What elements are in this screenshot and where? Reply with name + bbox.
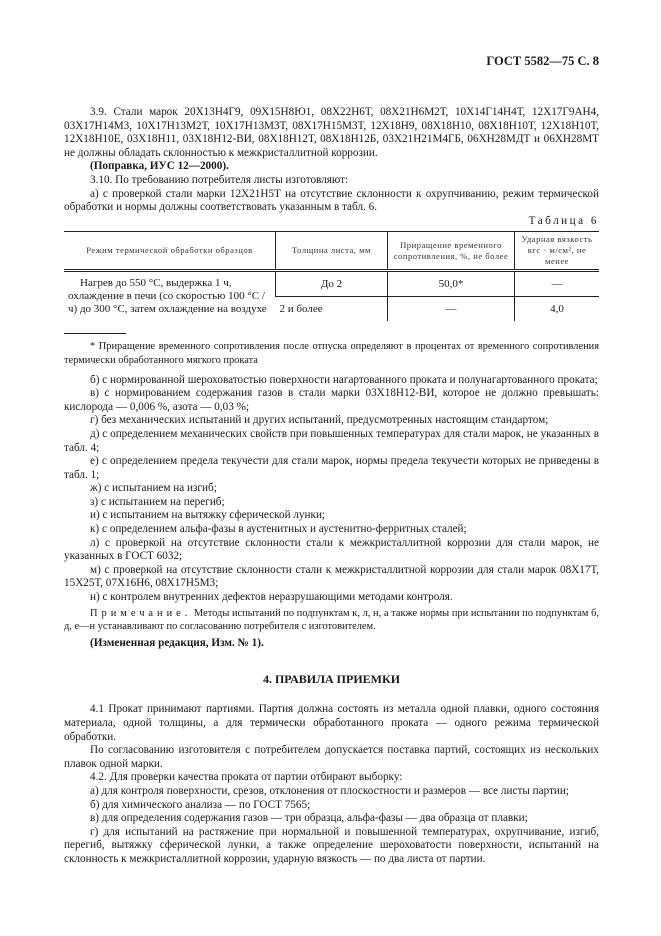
table-caption: Таблица 6	[528, 214, 599, 227]
cell: 2 и более	[279, 302, 323, 315]
list-item: н) с контролем внутренних дефектов неразрушающими методами контроля.	[90, 591, 453, 604]
list-item: д) с определением механических свойств при повышенных температурах для стали марок, не указанных в табл. 4;	[64, 427, 599, 454]
table-6	[64, 231, 599, 321]
amendment-note-2: (Измененная редакция, Изм. № 1).	[90, 636, 264, 649]
note	[64, 607, 599, 634]
item-a: а) с проверкой стали марки 12Х21Н5Т на отсутствие склонности к охрупчиванию, режим термической обработки и нормы должны соответствовать указанным в табл. 6.	[64, 187, 599, 214]
paragraph-3-9: 3.9. Стали марок 20Х13Н4Г9, 09Х15Н8Ю1, 08Х22Н6Т, 08Х21Н6М2Т, 10Х14Г14Н4Т, 12Х17Г9АН4, 03Х17Н14М3, 10Х17Н13М2Т, 10Х17Н13М3Т, 08Х17Н15М3Т, 12Х18Н9, 08Х18Н10, 08Х18Н10Т, 12Х18Н10Т, 12Х18Н10Е, 03Х18Н11, 03Х18Н12-ВИ, 08Х18Н12Т, 08Х18Н12Б, 03Х21Н21М4ГБ, 06ХН28МДТ и 06ХН28МТ не должны обладать склонностью к межкристаллитной коррозии.	[64, 106, 599, 159]
cell: —	[388, 297, 515, 322]
footnote-text: * Приращение временного сопротивления после отпуска определяют в процентах от временного сопротивления термически обработанного мягкого проката	[64, 341, 599, 366]
list-item: б) для химического анализа — по ГОСТ 7565;	[90, 798, 311, 811]
paragraph: 4.1 Прокат принимают партиями. Партия должна состоять из металла одной плавки, одного состояния материала, одной толщины, а для термически обработанного проката — одного режима термической обработки.	[64, 703, 599, 743]
paragraph: По согласованию изготовителя с потребителем допускается поставка партий, состоящих из нескольких плавок одной марки.	[64, 744, 599, 770]
page-header: ГОСТ 5582—75 С. 8	[486, 54, 599, 68]
footnote-rule	[64, 333, 126, 334]
list-item: е) с определением предела текучести для стали марок, нормы предела текучести которых не приведены в табл. 1;	[64, 455, 599, 481]
paragraph: 4.2. Для проверки качества проката от партии отбирают выборку:	[90, 771, 403, 784]
col-header-thickness: Толщина листа, мм	[276, 232, 388, 271]
section-heading: 4. ПРАВИЛА ПРИЕМКИ	[262, 672, 401, 687]
list-item: в) для определения содержания газов — три образца, альфа-фазы — два образца от плавки;	[90, 812, 528, 825]
col-header-impact: Ударная вязкость кгс · м/см², не менее	[515, 232, 600, 271]
list-item: г) без механических испытаний и других испытаний, предусмотренных настоящим стандартом;	[90, 414, 549, 427]
note-label: Примечание.	[90, 607, 192, 619]
list-item: к) с определением альфа-фазы в аустенитных и аустенитно-ферритных сталей;	[90, 523, 467, 536]
list-item: з) с испытанием на перегиб;	[90, 495, 225, 508]
amendment-note: (Поправка, ИУС 12—2000).	[90, 160, 229, 173]
list-item: л) с проверкой на отсутствие склонности стали к межкристаллитной коррозии для стали марок, не указанных в ГОСТ 6032;	[64, 536, 599, 563]
table-row	[64, 271, 599, 297]
paragraph-3-10: 3.10. По требованию потребителя листы изготовляют:	[90, 173, 349, 186]
cell: 50,0*	[388, 271, 515, 297]
list-item: и) с испытанием на вытяжку сферической лунки;	[90, 509, 326, 522]
cell: —	[515, 271, 600, 297]
note-text: Методы испытаний по подпунктам к, л, н, а также нормы при испытании по подпунктам б, д, е—н устанавливают по согласованию потребителя с изготовителем.	[64, 607, 599, 633]
list-item: б) с нормированной шероховатостью поверхности нагартованного проката и полунагартованного проката;	[90, 373, 598, 386]
list-item: м) с проверкой на отсутствие склонности стали к межкристаллитной коррозии для стали марок 08Х17Т, 15Х25Т, 07Х16Н6, 08Х17Н5М3;	[64, 563, 599, 590]
cell-mode: Нагрев до 550 °С, выдержка 1 ч, охлаждение в печи (со скоростью 100 °С /ч) до 300 °С, затем охлаждение на воздухе	[68, 277, 267, 316]
footnote	[64, 340, 599, 367]
list-item: а) для контроля поверхности, срезов, отклонения от плоскостности и размеров — все листы партии;	[90, 784, 570, 797]
section-3-text	[64, 106, 599, 228]
list-item: в) с нормированием содержания газов в стали марки 03Х18Н12-ВИ, которое не должно превышать: кислорода — 0,006 %, азота — 0,03 %;	[64, 387, 599, 413]
col-header-mode: Режим термической обработки образцов	[64, 232, 276, 271]
list-item: г) для испытаний на растяжение при нормальной и повышенной температурах, охрупчивание, изгиб, перегиб, вытяжку сферической лунки, а также определение шероховатости поверхности, испытаний на склонность к межкристаллитной коррозии, ударную вязкость — по два листа от партии.	[64, 825, 599, 865]
section-4-text	[64, 703, 599, 866]
items-list	[64, 374, 599, 651]
col-header-increment: Приращение временного сопротивления, %, не более	[388, 232, 515, 271]
cell: 4,0	[515, 297, 600, 322]
cell: До 2	[276, 271, 388, 297]
list-item: ж) с испытанием на изгиб;	[90, 482, 217, 495]
